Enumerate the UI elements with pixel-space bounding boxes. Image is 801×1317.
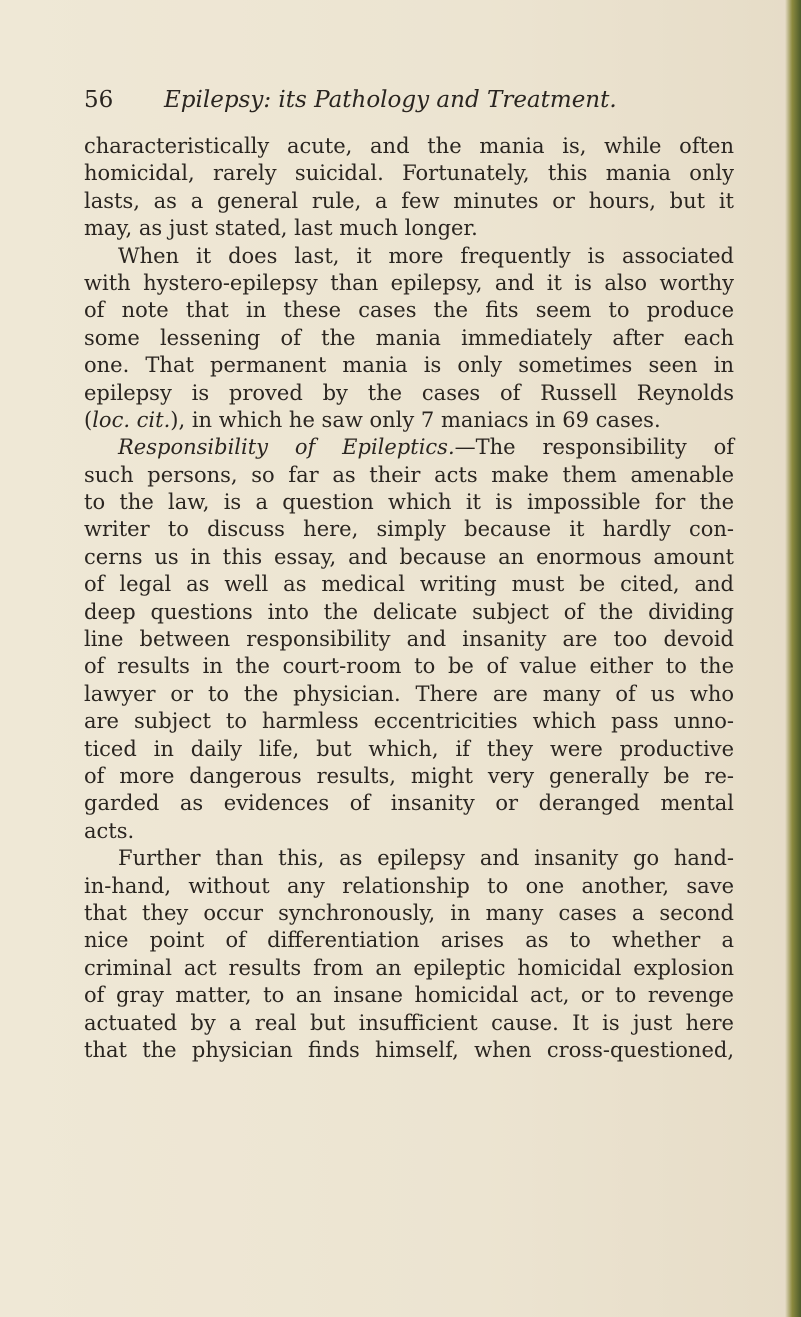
text-fragment: —The responsibility of	[454, 435, 734, 460]
text-line: nice point of differentiation arises as to whether a	[84, 928, 734, 953]
text-line: of more dangerous results, might very generally be re-	[84, 763, 734, 788]
text-line: criminal act results from an epileptic homicidal explosion	[84, 955, 734, 980]
text-line: lasts, as a general rule, a few minutes or hours, but it	[84, 188, 734, 213]
text-line: may, as just stated, last much longer.	[84, 216, 478, 241]
text-line: deep questions into the delicate subject of the dividing	[84, 599, 734, 624]
text-line: some lessening of the mania immediately after each	[84, 325, 734, 350]
text-line: that the physician finds himself, when cross-questioned,	[84, 1037, 734, 1062]
body-text	[84, 133, 734, 1064]
text-fragment: (	[84, 407, 93, 432]
running-head	[84, 80, 724, 120]
text-line: of note that in these cases the fits seem to produce	[84, 298, 734, 323]
text-line: lawyer or to the physician. There are many of us who	[84, 681, 734, 706]
running-title: Epilepsy: its Pathology and Treatment.	[164, 87, 617, 113]
paragraph-first-line: Further than this, as epilepsy and insanity go hand-	[118, 846, 734, 871]
page-binding-edge	[785, 0, 801, 1317]
text-line	[84, 407, 734, 434]
text-line: epilepsy is proved by the cases of Russell Reynolds	[84, 380, 734, 405]
text-line: are subject to harmless eccentricities which pass unno-	[84, 709, 734, 734]
text-line: with hystero-epilepsy than epilepsy, and it is also worthy	[84, 270, 734, 295]
text-line: to the law, is a question which it is impossible for the	[84, 490, 734, 515]
text-line: such persons, so far as their acts make them amenable	[84, 462, 734, 487]
text-line: that they occur synchronously, in many cases a second	[84, 900, 734, 925]
text-line: one. That permanent mania is only sometimes seen in	[84, 353, 734, 378]
text-line: line between responsibility and insanity are too devoid	[84, 627, 734, 652]
section-heading-line	[84, 434, 734, 461]
text-line: acts.	[84, 818, 135, 843]
text-line: actuated by a real but insufficient cause. It is just here	[84, 1010, 734, 1035]
text-line: homicidal, rarely suicidal. Fortunately, this mania only	[84, 161, 734, 186]
text-line: cerns us in this essay, and because an enormous amount	[84, 544, 734, 569]
text-line: writer to discuss here, simply because it hardly con-	[84, 517, 734, 542]
citation-italic: loc. cit.	[92, 407, 171, 432]
section-heading: Responsibility of Epileptics.	[118, 435, 455, 460]
text-line: ticed in daily life, but which, if they were productive	[84, 736, 734, 761]
text-line: garded as evidences of insanity or deranged mental	[84, 791, 734, 816]
text-line: in-hand, without any relationship to one another, save	[84, 873, 734, 898]
text-line: characteristically acute, and the mania is, while often	[84, 134, 734, 158]
page-number: 56	[84, 87, 114, 113]
text-fragment: ), in which he saw only 7 maniacs in 69 cases.	[170, 407, 661, 432]
text-line: of legal as well as medical writing must be cited, and	[84, 572, 734, 597]
paragraph-first-line: When it does last, it more frequently is associated	[118, 243, 734, 268]
text-line: of gray matter, to an insane homicidal act, or to revenge	[84, 983, 734, 1008]
text-line: of results in the court-room to be of value either to the	[84, 654, 734, 679]
